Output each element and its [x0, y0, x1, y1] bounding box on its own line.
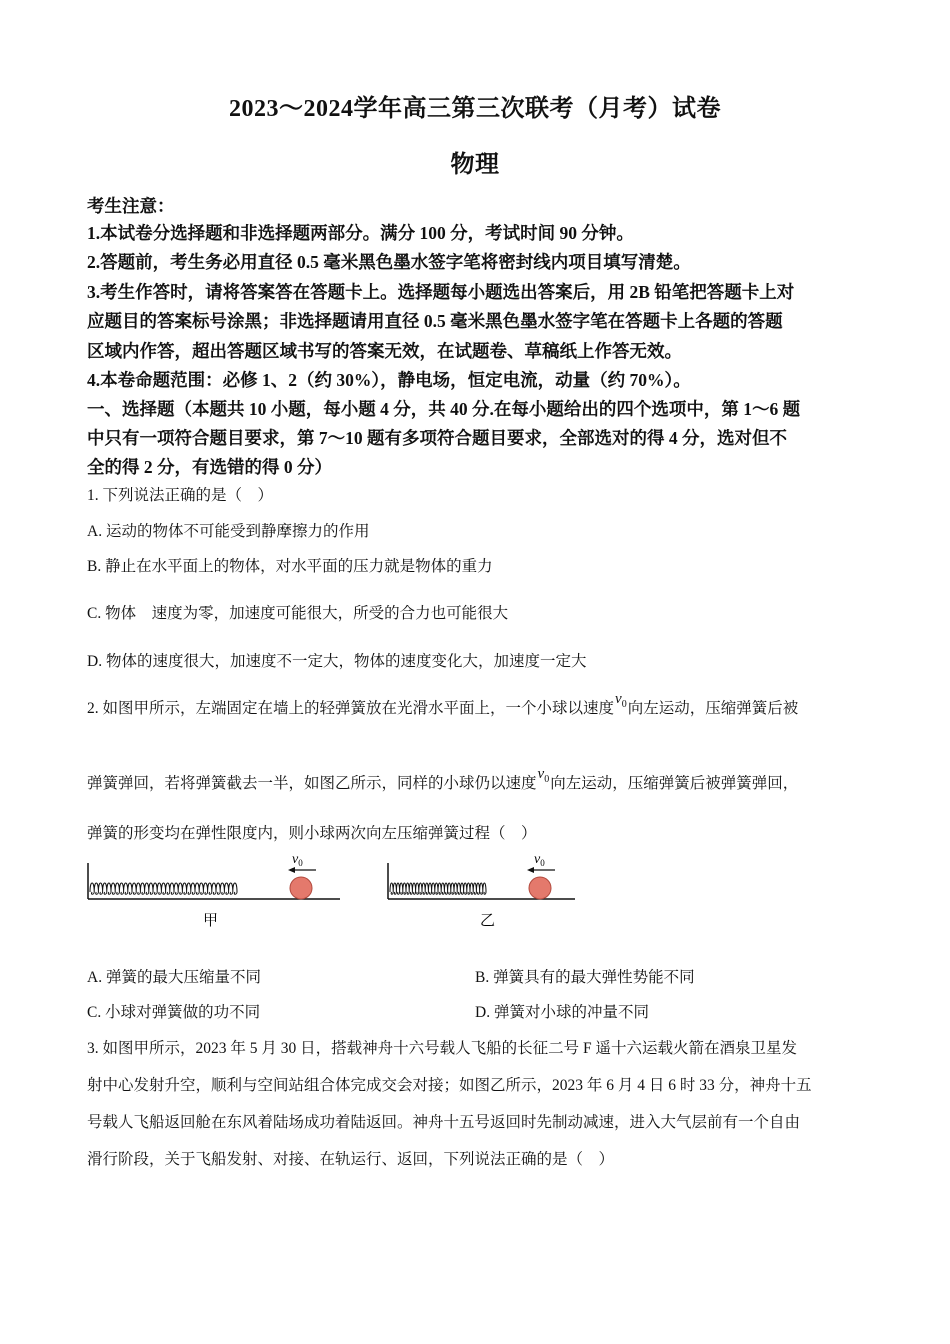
spring-short [390, 883, 486, 894]
q1-stem: 1. 下列说法正确的是（ ） [87, 487, 274, 504]
notice-line: 应题目的答案标号涂黑；非选择题请用直径 0.5 毫米黑色墨水签字笔在答题卡上各题的答题 [87, 311, 783, 331]
arrow-head [288, 867, 295, 873]
q2-text: 向左运动，压缩弹簧后被弹簧弹回， [550, 775, 799, 792]
notice-line: 2.答题前，考生务必用直径 0.5 毫米黑色墨水签字笔将密封线内项目填写清楚。 [87, 252, 691, 272]
q2-text: 弹簧弹回，若将弹簧截去一半，如图乙所示，同样的小球仍以速度 [87, 775, 537, 792]
spring-long [90, 883, 237, 894]
q2-option-a: A. 弹簧的最大压缩量不同 [87, 969, 261, 986]
v-letter: v [537, 766, 545, 782]
q2-option-c: C. 小球对弹簧做的功不同 [87, 1004, 261, 1021]
q1-option-d: D. 物体的速度很大，加速度不一定大，物体的速度变化大，加速度一定大 [87, 653, 587, 670]
figure-label-jia: 甲 [203, 913, 219, 929]
arrow-head [527, 867, 534, 873]
notice-line: 4.本卷命题范围：必修 1、2（约 30%），静电场，恒定电流，动量（约 70%）。 [87, 370, 691, 390]
v0-label: $v_0$ [534, 852, 545, 868]
q2-stem-line2 [87, 766, 799, 795]
ball [290, 877, 312, 899]
q2-text: 2. 如图甲所示，左端固定在墙上的轻弹簧放在光滑水平面上，一个小球以速度 [87, 700, 615, 717]
q1-option-a: A. 运动的物体不可能受到静摩擦力的作用 [87, 523, 370, 540]
figure-yi [384, 845, 584, 935]
q3-stem-line: 滑行阶段，关于飞船发射、对接、在轨运行、返回，下列说法正确的是（ ） [87, 1151, 615, 1168]
v0-symbol [615, 691, 627, 710]
v-subscript: 0 [621, 699, 627, 710]
q1-option-c: C. 物体 速度为零，加速度可能很大，所受的合力也可能很大 [87, 605, 509, 622]
notice-line: 区域内作答，超出答题区域书写的答案无效，在试题卷、草稿纸上作答无效。 [87, 341, 682, 361]
notice-line: 1.本试卷分选择题和非选择题两部分。满分 100 分，考试时间 90 分钟。 [87, 223, 634, 243]
q3-stem-line: 射中心发射升空，顺利与空间站组合体完成交会对接；如图乙所示，2023 年 6 月 4 日 6 时 33 分，神舟十五 [87, 1077, 812, 1094]
section-heading: 中只有一项符合题目要求，第 7～10 题有多项符合题目要求，全部选对的得 4 分，选对但不 [87, 428, 787, 448]
section-heading: 一、选择题（本题共 10 小题，每小题 4 分，共 40 分.在每小题给出的四个选项中，第 1～6 题 [87, 399, 801, 419]
figure-jia [84, 845, 354, 935]
notice-heading: 考生注意： [87, 196, 175, 216]
section-heading: 全的得 2 分，有选错的得 0 分） [87, 457, 332, 477]
q2-stem-line3: 弹簧的形变均在弹性限度内，则小球两次向左压缩弹簧过程（ ） [87, 825, 537, 842]
v-letter: v [615, 691, 622, 707]
q2-option-d: D. 弹簧对小球的冲量不同 [475, 1004, 649, 1021]
q3-stem-line: 3. 如图甲所示，2023 年 5 月 30 日，搭载神舟十六号载人飞船的长征二号 F 遥十六运载火箭在酒泉卫星发 [87, 1040, 797, 1057]
figure-label-yi: 乙 [480, 913, 496, 929]
q3-stem-line: 号载人飞船返回舱在东风着陆场成功着陆返回。神舟十五号返回时先制动减速，进入大气层前有一个自由 [87, 1114, 801, 1131]
subject-title: 物理 [450, 152, 500, 178]
v-subscript: 0 [544, 774, 550, 785]
exam-title: 2023～2024学年高三第三次联考（月考）试卷 [229, 96, 721, 122]
q1-option-b: B. 静止在水平面上的物体，对水平面的压力就是物体的重力 [87, 558, 493, 575]
notice-line: 3.考生作答时，请将答案答在答题卡上。选择题每小题选出答案后，用 2B 铅笔把答题卡上对 [87, 282, 795, 302]
v0-label: $v_0$ [292, 852, 303, 868]
q2-option-b: B. 弹簧具有的最大弹性势能不同 [475, 969, 695, 986]
q2-stem-line1 [87, 691, 799, 720]
q2-text: 向左运动，压缩弹簧后被 [627, 700, 799, 717]
v0-symbol [538, 766, 550, 785]
ball [529, 877, 551, 899]
